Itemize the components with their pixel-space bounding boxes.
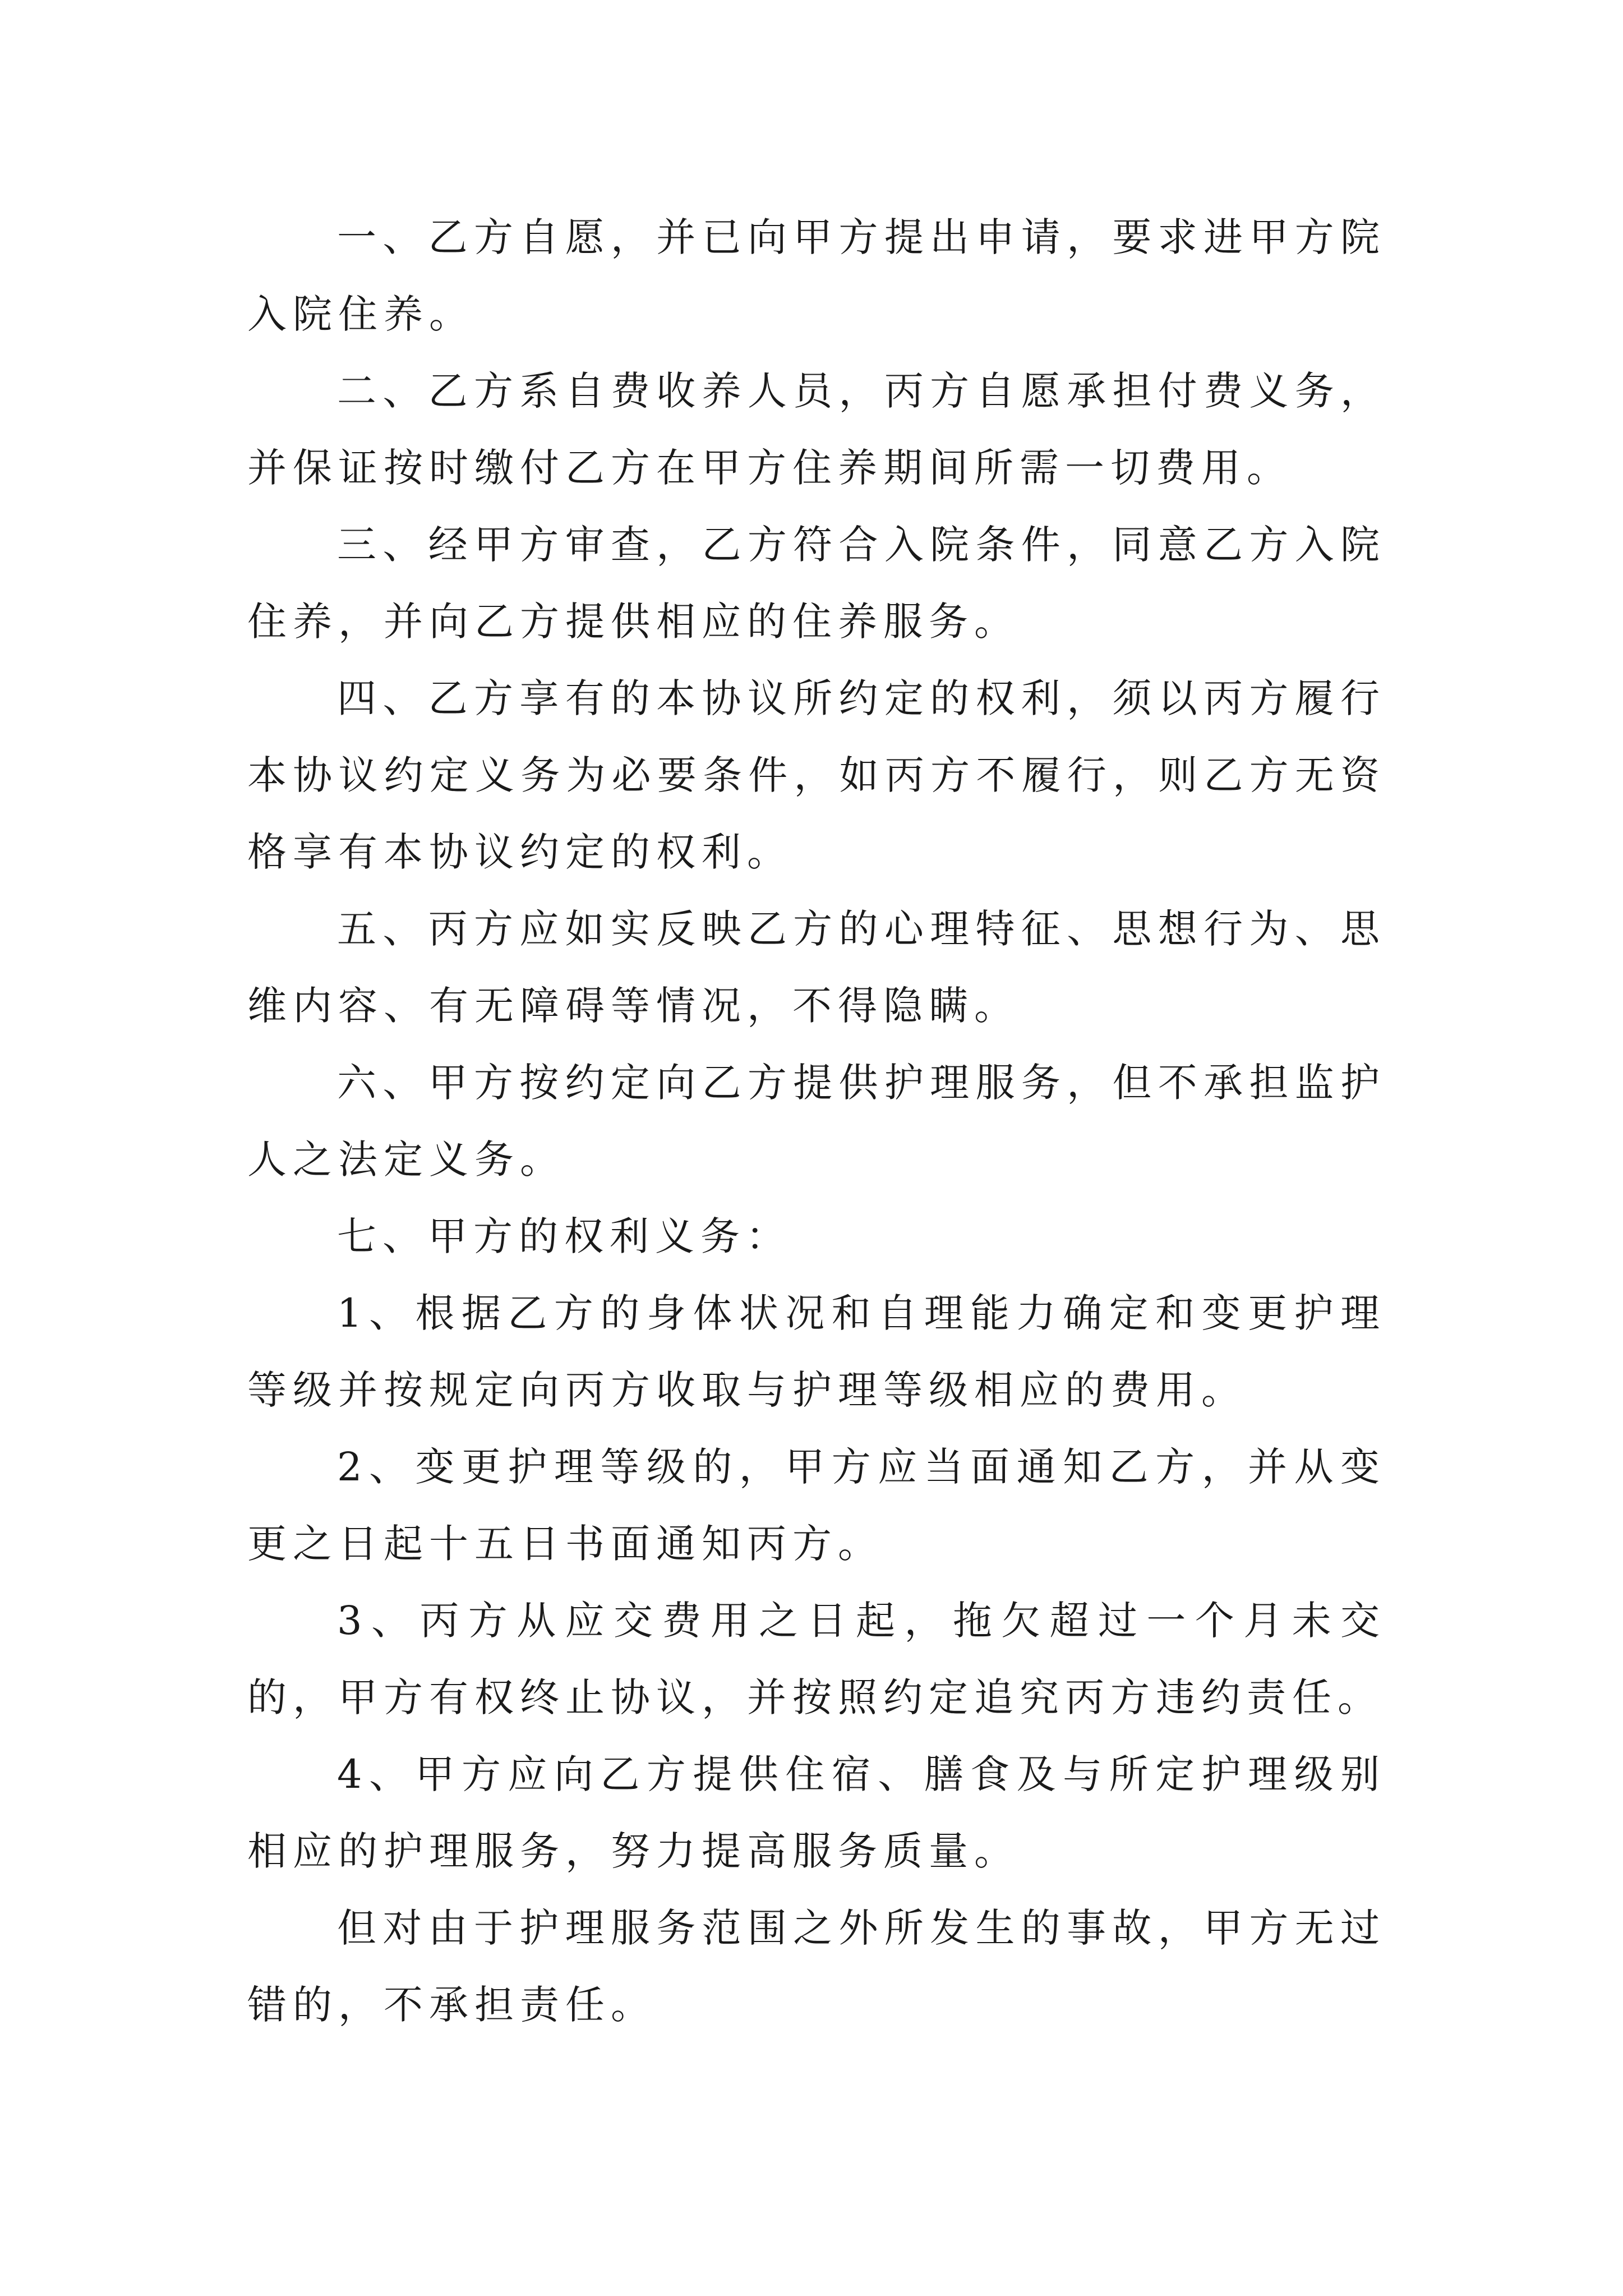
document-body	[247, 199, 1386, 2044]
paragraph-9: 2、变更护理等级的，甲方应当面通知乙方，并从变更之日起十五日书面通知丙方。	[247, 1444, 1386, 1567]
paragraph-4: 四、乙方享有的本协议所约定的权利，须以丙方履行本协议约定义务为必要条件，如丙方不履行，则乙方无资格享有本协议约定的权利。	[247, 675, 1386, 875]
paragraph-3: 三、经甲方审查，乙方符合入院条件，同意乙方入院住养，并向乙方提供相应的住养服务。	[247, 522, 1386, 645]
paragraph-1: 一、乙方自愿，并已向甲方提出申请，要求进甲方院入院住养。	[247, 214, 1386, 337]
paragraph-6: 六、甲方按约定向乙方提供护理服务，但不承担监护人之法定义务。	[247, 1060, 1386, 1182]
paragraph-2: 二、乙方系自费收养人员，丙方自愿承担付费义务，并保证按时缴付乙方在甲方住养期间所需一切费用。	[247, 368, 1386, 491]
paragraph-5: 五、丙方应如实反映乙方的心理特征、思想行为、思维内容、有无障碍等情况，不得隐瞒。	[247, 906, 1386, 1029]
paragraph-7: 七、甲方的权利义务：	[337, 1213, 791, 1259]
paragraph-12: 但对由于护理服务范围之外所发生的事故，甲方无过错的，不承担责任。	[247, 1905, 1386, 2028]
paragraph-11: 4、甲方应向乙方提供住宿、膳食及与所定护理级别相应的护理服务，努力提高服务质量。	[247, 1751, 1386, 1874]
paragraph-8: 1、根据乙方的身体状况和自理能力确定和变更护理等级并按规定向丙方收取与护理等级相应的费用。	[247, 1290, 1386, 1413]
paragraph-10: 3、丙方从应交费用之日起，拖欠超过一个月未交的，甲方有权终止协议，并按照约定追究丙方违约责任。	[247, 1598, 1386, 1720]
